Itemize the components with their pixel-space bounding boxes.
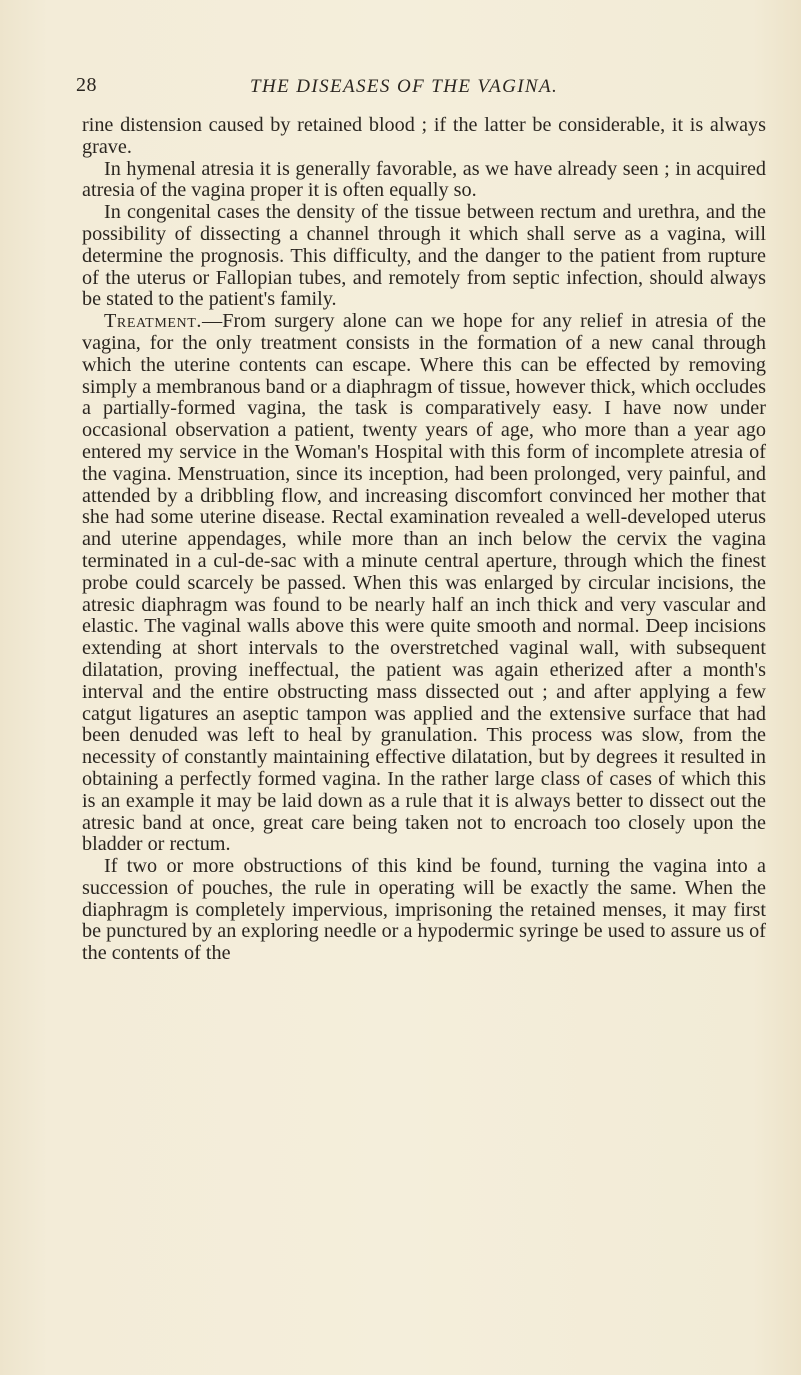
body-text [82, 115, 766, 965]
running-head [76, 74, 766, 104]
treatment-heading: Treatment. [104, 310, 203, 333]
page-number: 28 [76, 74, 97, 96]
treatment-text: —From surgery alone can we hope for any relief in atresia of the vagina, for the only treatment consists in the formation of a new canal through which the uterine contents can escape. Where this can be effected by removing simply a membranous band or a diaphragm of tissue, however thick, which occludes a partially-formed vagina, the task is comparatively easy. I have now under occasional observation a patient, twenty years of age, who more than a year ago entered my service in the Woman's Hospital with this form of incomplete atresia of the vagina. Menstruation, since its inception, had been prolonged, very painful, and attended by a dribbling flow, and increasing discomfort convinced her mother that she had some uterine disease. Rectal examination revealed a well-developed uterus and uterine appendages, while more than an inch below the cervix the vagina terminated in a cul-de-sac with a minute central aperture, through which the finest probe could scarcely be passed. When this was enlarged by circular incisions, the atresic diaphragm was found to be nearly half an inch thick and very vascular and elastic. The vaginal walls above this were quite smooth and normal. Deep incisions extending at short intervals to the overstretched vaginal wall, with subsequent dilatation, proving ineffectual, the patient was again etherized after a month's interval and the entire obstructing mass dissected out ; and after applying a few catgut ligatures an aseptic tampon was applied and the extensive surface that had been denuded was left to heal by granulation. This process was slow, from the necessity of constantly maintaining effective dilatation, but by degrees it resulted in obtaining a perfectly formed vagina. In the rather large class of cases of which this is an example it may be laid down as a rule that it is always better to dissect out the atresic band at once, great care being taken not to encroach too closely upon the bladder or rectum. [82, 310, 766, 856]
paragraph-continued: rine distension caused by retained blood ; if the latter be considerable, it is always grave. [82, 114, 766, 158]
running-title: THE DISEASES OF THE VAGINA. [250, 76, 559, 97]
paragraph-treatment [82, 311, 766, 856]
paragraph-hymenal-atresia: In hymenal atresia it is generally favorable, as we have already seen ; in acquired atresia of the vagina proper it is often equally so. [82, 157, 766, 202]
paragraph-congenital-cases: In congenital cases the density of the tissue between rectum and urethra, and the possibility of dissecting a channel through it which shall serve as a vagina, will determine the prognosis. This difficulty, and the danger to the patient from rupture of the uterus or Fallopian tubes, and remotely from septic infection, should always be stated to the patient's family. [82, 201, 766, 311]
paragraph-multiple-obstructions: If two or more obstructions of this kind be found, turning the vagina into a succession of pouches, the rule in operating will be exactly the same. When the diaphragm is completely impervious, imprisoning the retained menses, it may first be punctured by an exploring needle or a hypodermic syringe be used to assure us of the contents of the [82, 855, 766, 965]
